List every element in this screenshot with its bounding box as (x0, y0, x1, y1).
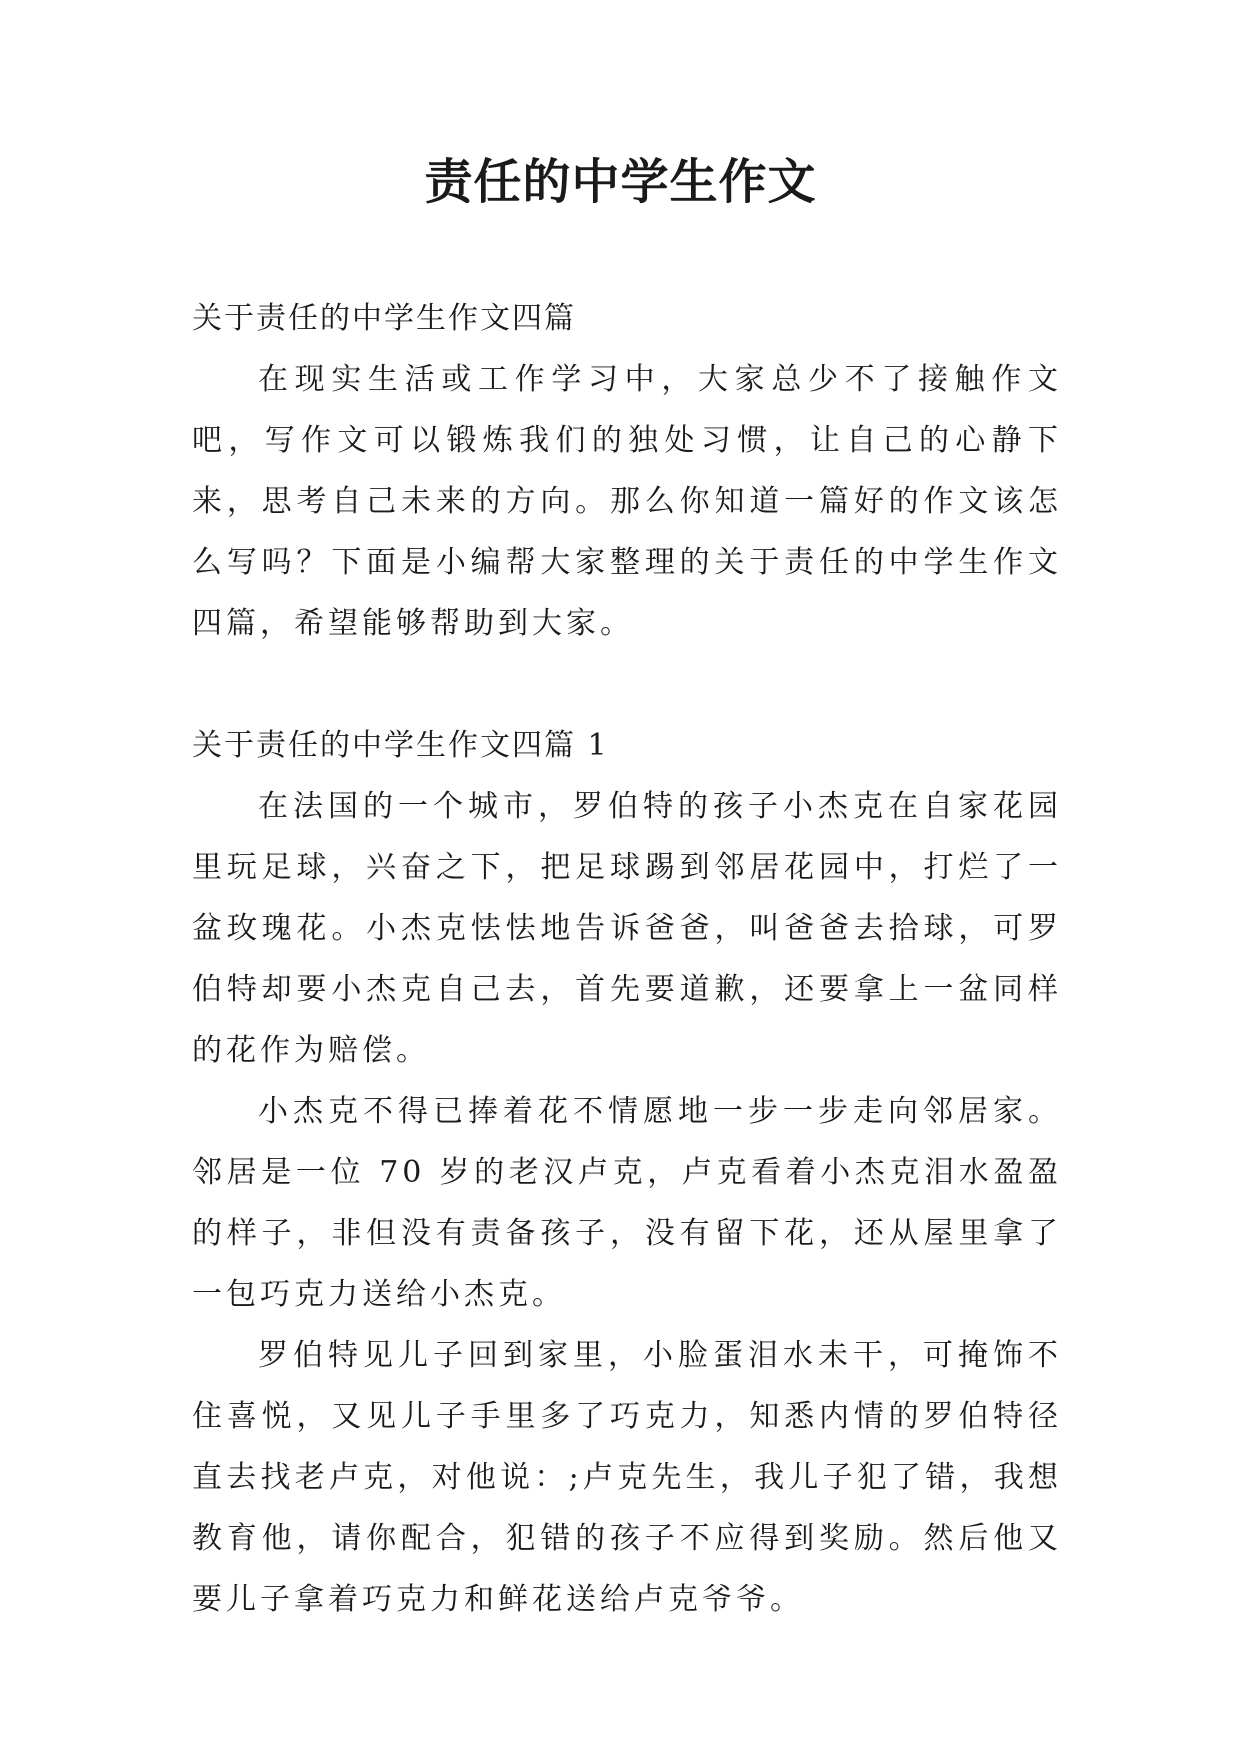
document-title: 责任的中学生作文 (424, 154, 817, 210)
intro-heading: 关于责任的中学生作文四篇 (192, 301, 576, 336)
intro-paragraph: 在现实生活或工作学习中，大家总少不了接触作文吧，写作文可以锻炼我们的独处习惯，让自己的心静下来，思考自己未来的方向。那么你知道一篇好的作文该怎么写吗？下面是小编帮大家整理的关于责任的中学生作文四篇，希望能够帮助到大家。 (192, 362, 1062, 641)
section1-heading: 关于责任的中学生作文四篇 1 (192, 728, 609, 763)
section1-paragraph-3: 罗伯特见儿子回到家里，小脸蛋泪水未干，可掩饰不住喜悦，又见儿子手里多了巧克力，知悉内情的罗伯特径直去找老卢克，对他说：;卢克先生，我儿子犯了错，我想教育他，请你配合，犯错的孩子不应得到奖励。然后他又要儿子拿着巧克力和鲜花送给卢克爷爷。 (192, 1338, 1062, 1617)
section1-paragraph-1: 在法国的一个城市，罗伯特的孩子小杰克在自家花园里玩足球，兴奋之下，把足球踢到邻居花园中，打烂了一盆玫瑰花。小杰克怯怯地告诉爸爸，叫爸爸去拾球，可罗伯特却要小杰克自己去，首先要道歉，还要拿上一盆同样的花作为赔偿。 (192, 789, 1062, 1068)
section1-paragraph-2: 小杰克不得已捧着花不情愿地一步一步走向邻居家。邻居是一位 70 岁的老汉卢克，卢克看着小杰克泪水盈盈的样子，非但没有责备孩子，没有留下花，还从屋里拿了一包巧克力送给小杰克。 (192, 1094, 1062, 1312)
document-body (192, 288, 1062, 1630)
section-spacer (192, 654, 1062, 715)
